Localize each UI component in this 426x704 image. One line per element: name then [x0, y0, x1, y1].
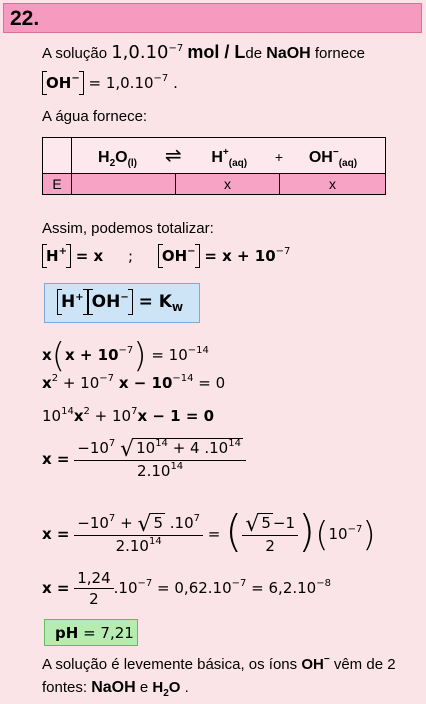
equilibrium-table — [42, 137, 386, 195]
equilibrium-arrow-icon: ⇌ — [164, 145, 182, 167]
sqrt-icon: √ — [137, 512, 152, 537]
table-row: E x x — [43, 174, 386, 195]
equation-6: x = $\frac{1,24}{2}$ $.10^{-7} = 0,62.10^{-7} = 6,2.10^{-8}$ — [42, 569, 331, 608]
conclusion-line-2: fontes: NaOH e $H_2O$ . — [42, 679, 189, 699]
problem-number: 22. — [10, 7, 40, 30]
ph-value: = 7,21 — [83, 624, 134, 642]
oh-species: $OH^-_{(aq)}$ — [308, 147, 358, 169]
equation-4: x = $\frac{-10^7 √ 10^{14} + 4 .10^{14}}{2.10^{14}}$ — [42, 438, 246, 481]
assim-text: Assim, podemos totalizar: — [42, 220, 214, 237]
intro-line: A solução $1,0.10^{-7}$ mol / Lde NaOH fornece — [42, 42, 365, 63]
water-species: $H_2O_{(l)}$ — [98, 149, 138, 169]
ph-result-box — [44, 619, 138, 646]
kw-highlight-box: H+ $OH^- = K_W$ — [44, 283, 200, 323]
equation-5: x = $\frac{-10^7 + √ 5 .10^7}{2.10^{14}}$ = ( $\frac{√ 5 -1}{2}$ )$(10^{-7})$ — [42, 506, 376, 557]
conclusion-line-1: A solução é levemente básica, os íons OH− vêm de 2 — [42, 654, 396, 673]
sqrt-icon: √ — [245, 512, 260, 537]
oh-concentration-line: $OH^- = 1,0.10^{-7}$ . — [42, 74, 178, 92]
concentration-unit: mol / L — [187, 42, 246, 62]
water-text: A água fornece: — [42, 108, 148, 125]
equation-3: $10^{14}x^2 + 10^7x - 1 = 0$ — [42, 406, 215, 425]
problem-header — [3, 3, 422, 33]
h-species: $H^+_{(aq)}$ — [211, 147, 248, 169]
table-header-row: $H_2O_{(l)}$ ⇌ $H^+_{(aq)} + OH^-_{(aq)}$ — [43, 138, 386, 174]
ph-label: pH — [55, 624, 79, 642]
sqrt-icon: √ — [120, 437, 135, 462]
equation-1: $x(x + 10^{-7}) = 10^{-14}$ — [42, 336, 209, 376]
equation-2: $x^2 + 10^{-7}$ $x - 10^{-14} = 0$ — [42, 373, 226, 392]
naoh-formula: NaOH — [266, 45, 311, 62]
concentration-value: 1,0.10 — [111, 42, 169, 63]
totals-line: H+ = x ; $OH^- = x + 10^{-7}$ — [42, 247, 290, 265]
